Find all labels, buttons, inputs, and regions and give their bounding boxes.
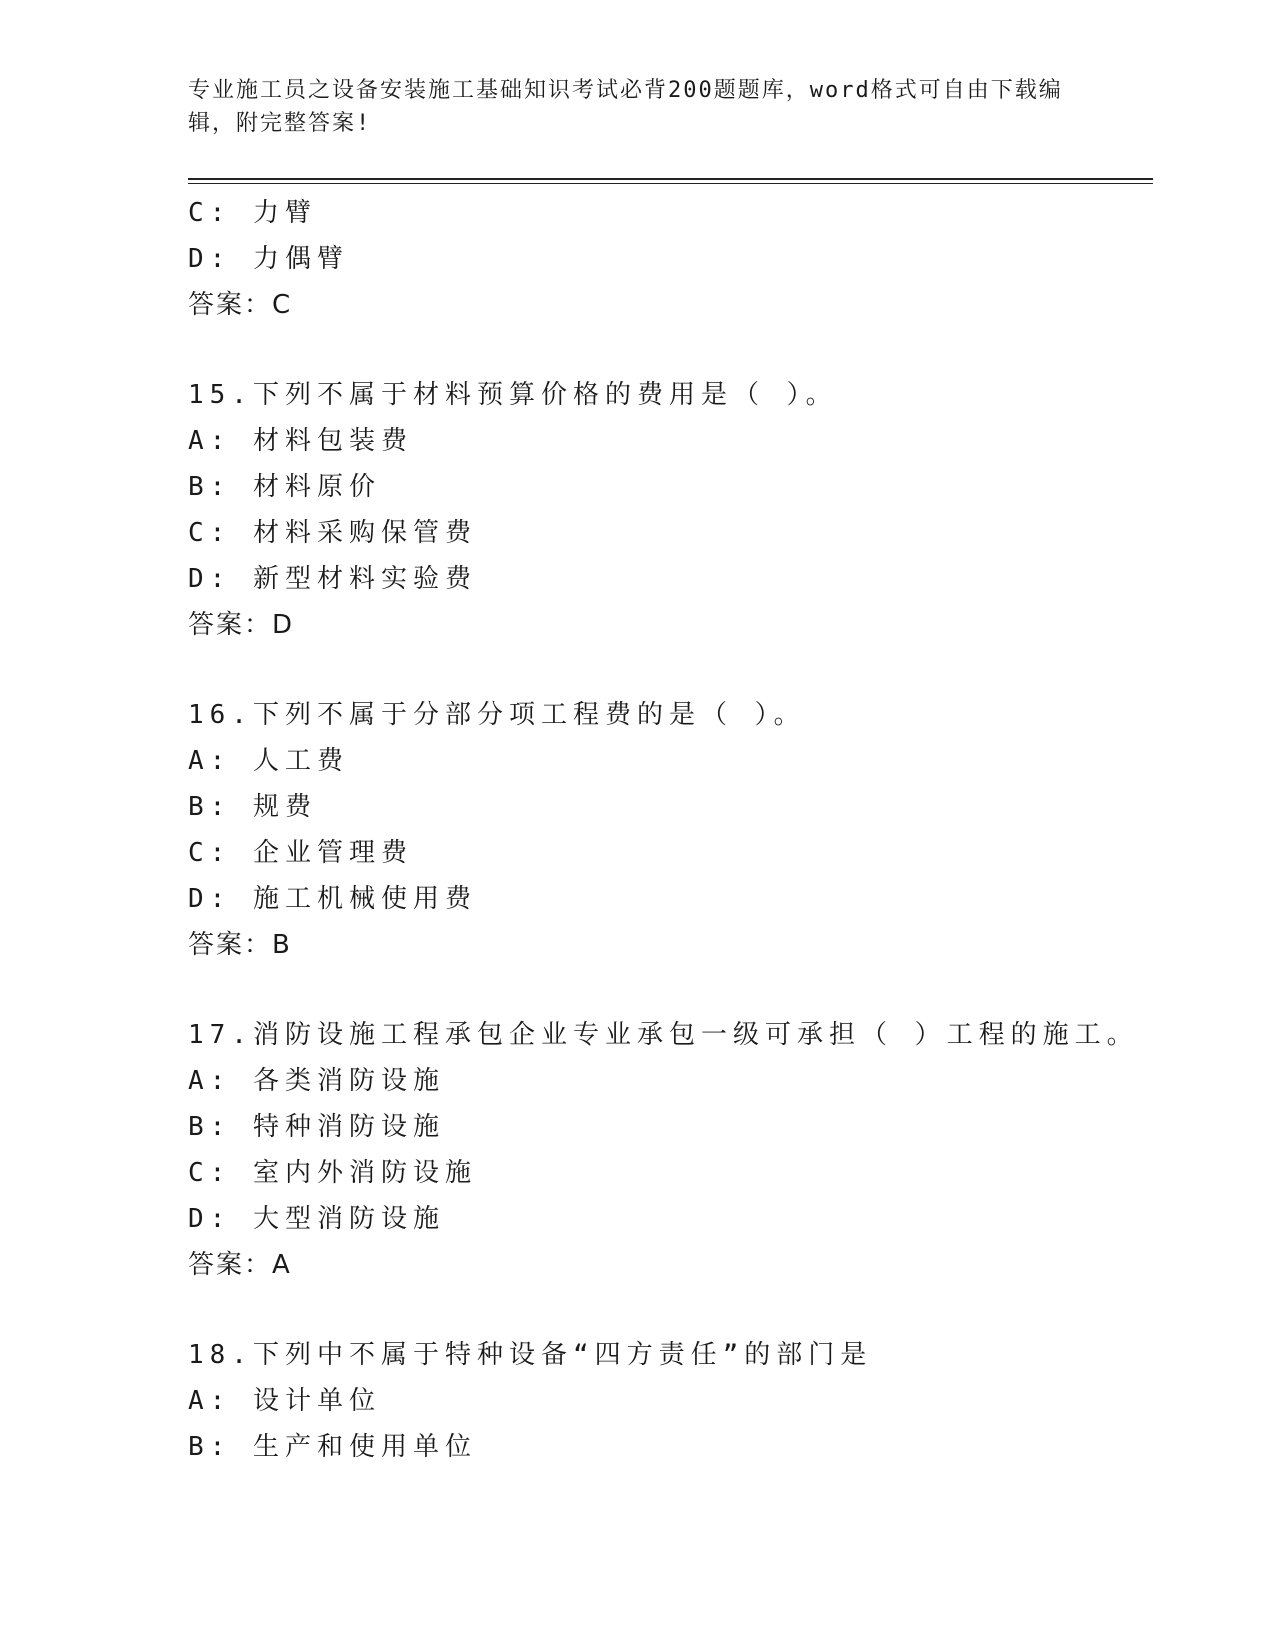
option-line: D: 施工机械使用费 xyxy=(188,884,477,914)
option-line: A: 设计单位 xyxy=(188,1386,381,1416)
answer-line: 答案：B xyxy=(188,930,292,960)
question-content xyxy=(188,190,1153,1470)
option-line: A: 人工费 xyxy=(188,746,349,776)
question-stem: 16.下列不属于分部分项工程费的是（ ）。 xyxy=(188,700,806,730)
option-line: B: 规费 xyxy=(188,792,317,822)
header-divider xyxy=(188,178,1153,184)
option-line: D: 大型消防设施 xyxy=(188,1204,445,1234)
option-line: C: 企业管理费 xyxy=(188,838,413,868)
answer-line: 答案：D xyxy=(188,610,295,640)
answer-line: 答案：C xyxy=(188,290,293,320)
option-line: C: 材料采购保管费 xyxy=(188,518,477,548)
option-line: A: 各类消防设施 xyxy=(188,1066,445,1096)
option-line: C: 力臂 xyxy=(188,198,317,228)
question-stem: 18.下列中不属于特种设备“四方责任”的部门是 xyxy=(188,1340,873,1370)
option-line: B: 特种消防设施 xyxy=(188,1112,445,1142)
option-line: C: 室内外消防设施 xyxy=(188,1158,477,1188)
answer-line: 答案：A xyxy=(188,1250,292,1280)
option-line: D: 力偶臂 xyxy=(188,244,349,274)
question-stem: 15.下列不属于材料预算价格的费用是（ ）。 xyxy=(188,380,838,410)
option-line: A: 材料包装费 xyxy=(188,426,413,456)
option-line: B: 材料原价 xyxy=(188,472,381,502)
question-stem: 17.消防设施工程承包企业专业承包一级可承担（ ）工程的施工。 xyxy=(188,1020,1139,1050)
page-header-title: 专业施工员之设备安装施工基础知识考试必背200题题库，word格式可自由下载编辑，附完整答案! xyxy=(188,78,1063,136)
option-line: D: 新型材料实验费 xyxy=(188,564,477,594)
option-line: B: 生产和使用单位 xyxy=(188,1432,477,1462)
